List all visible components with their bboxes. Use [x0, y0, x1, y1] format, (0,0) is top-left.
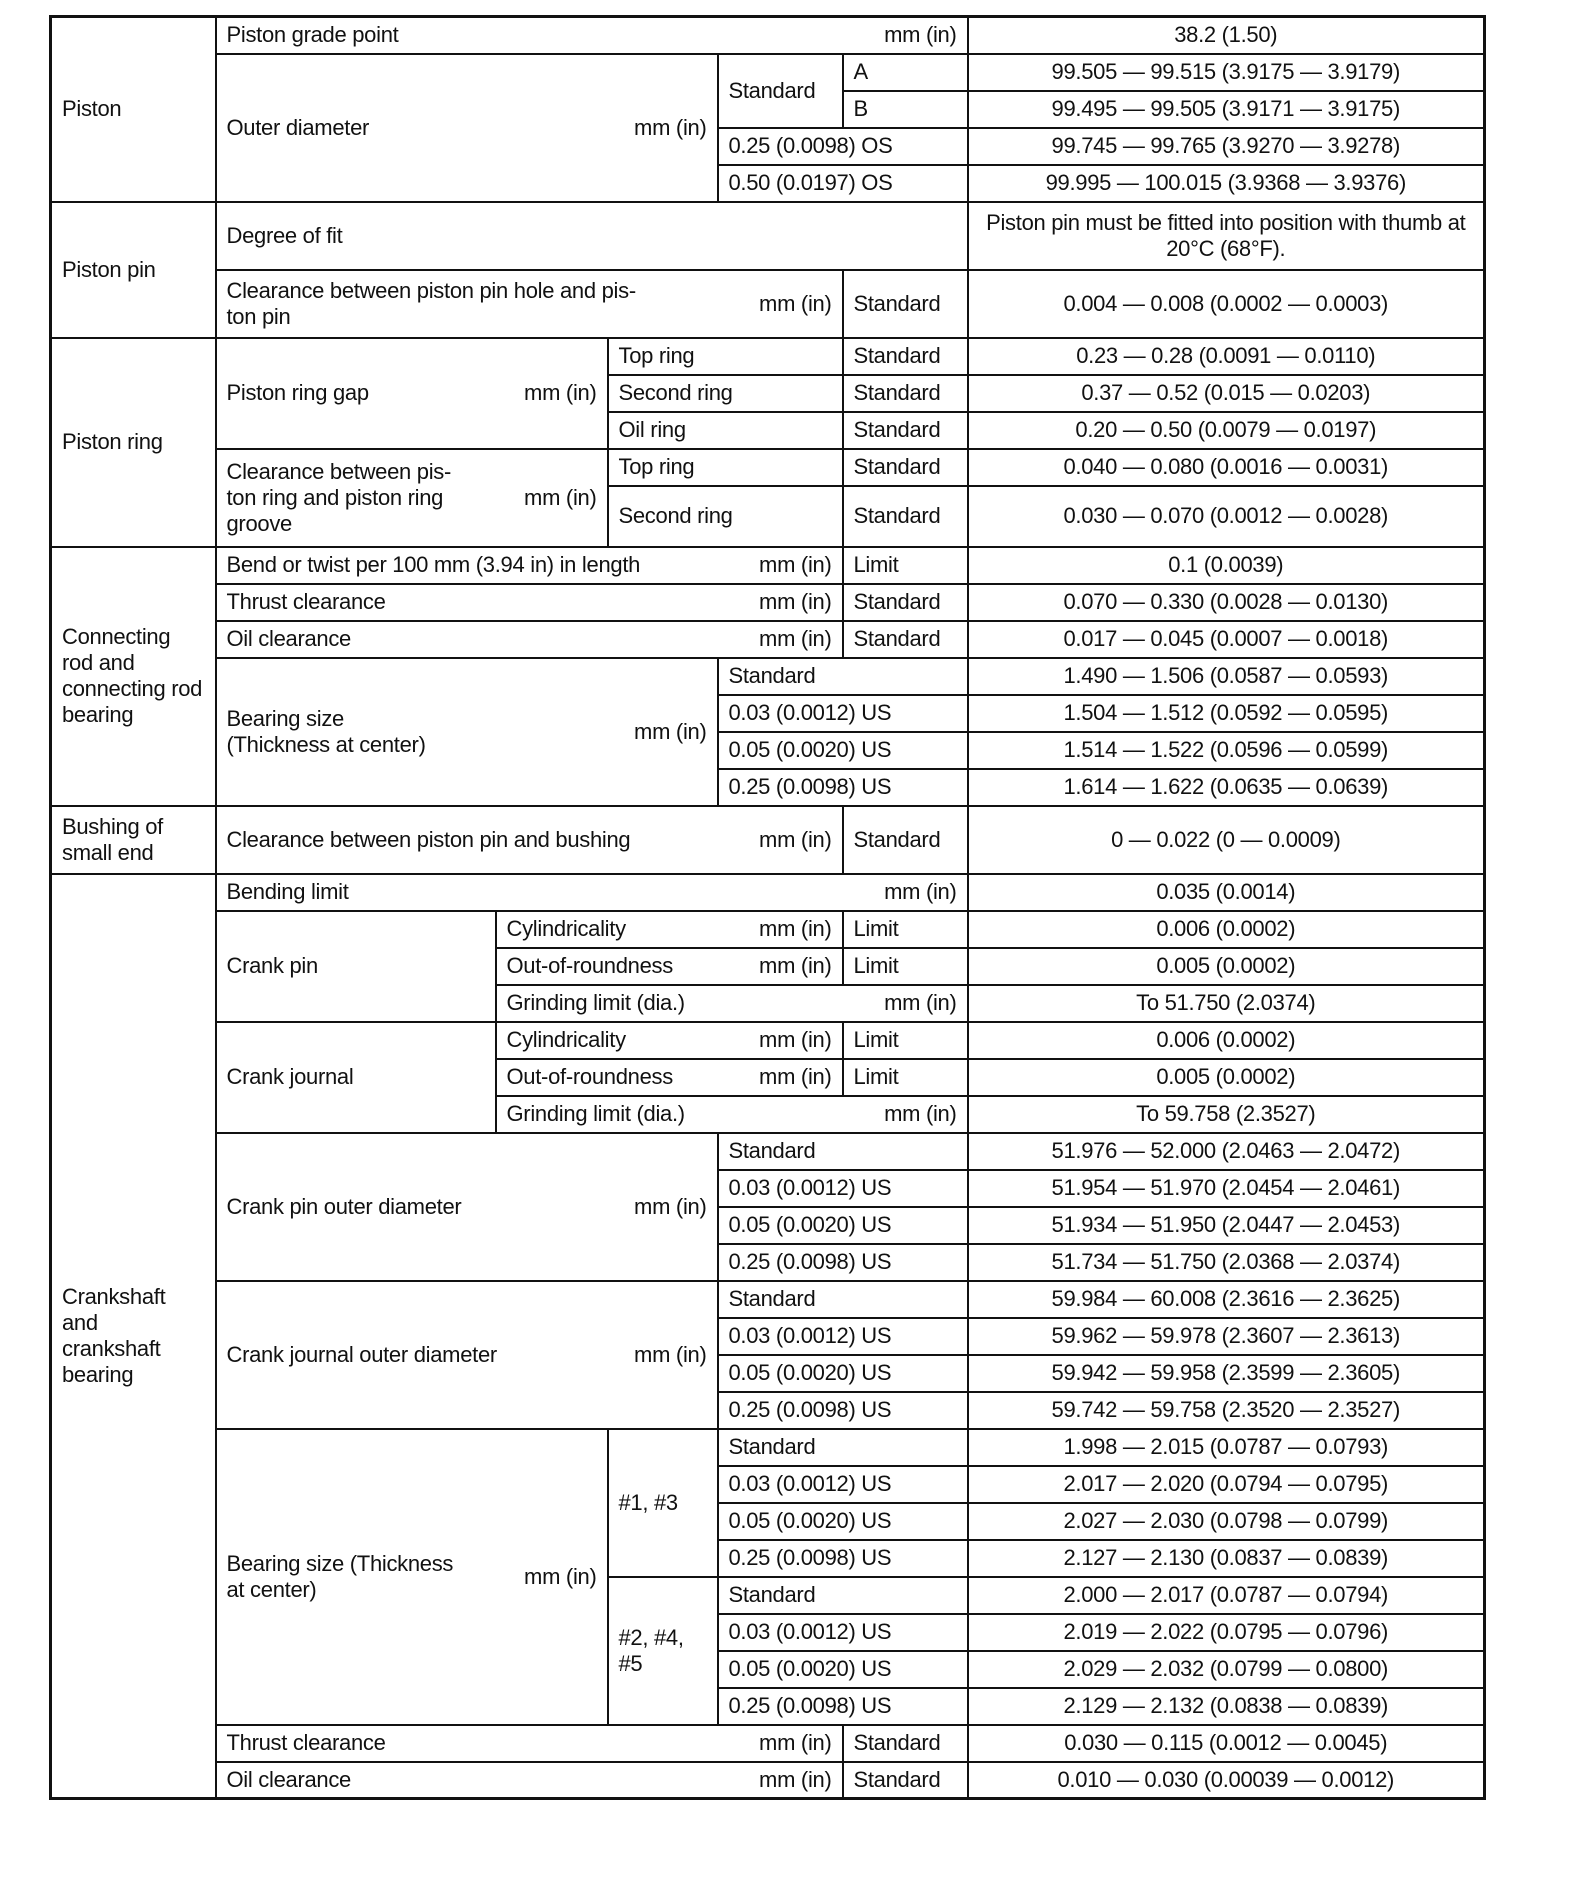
table-row: 0.03 (0.0012) US 2.019 — 2.022 (0.0795 — 0.0796) [51, 1614, 1485, 1651]
table-row: 0.05 (0.0020) US 59.942 — 59.958 (2.3599 — 2.3605) [51, 1355, 1485, 1392]
table-row: Oil clearance mm (in) Standard 0.017 — 0.045 (0.0007 — 0.0018) [51, 621, 1485, 658]
table-row: 0.25 (0.0098) US 59.742 — 59.758 (2.3520 — 2.3527) [51, 1392, 1485, 1429]
table-row: 0.25 (0.0098) OS 99.745 — 99.765 (3.9270 — 3.9278) [51, 128, 1485, 165]
table-row: 0.25 (0.0098) US 2.129 — 2.132 (0.0838 — 0.0839) [51, 1688, 1485, 1725]
table-row: B 99.495 — 99.505 (3.9171 — 3.9175) [51, 91, 1485, 128]
table-row: 0.03 (0.0012) US 51.954 — 51.970 (2.0454 — 2.0461) [51, 1170, 1485, 1207]
group-piston-pin: Piston pin [51, 202, 216, 338]
table-row: 0.05 (0.0020) US 51.934 — 51.950 (2.0447 — 2.0453) [51, 1207, 1485, 1244]
table-row: Clearance between piston pin hole and pis-ton pin mm (in) Standard 0.004 — 0.008 (0.0002 — 0.0003) [51, 270, 1485, 338]
table-row: Clearance between pis-ton ring and piston ring groove mm (in) Top ring Standard 0.040 — 0.080 (0.0016 — 0.0031) [51, 449, 1485, 486]
table-row: Outer diameter mm (in) Standard A 99.505 — 99.515 (3.9175 — 3.9179) [51, 54, 1485, 91]
table-row: 0.25 (0.0098) US 2.127 — 2.130 (0.0837 — 0.0839) [51, 1540, 1485, 1577]
spec-table [49, 15, 1486, 1800]
table-row: Out-of-roundness mm (in) Limit 0.005 (0.0002) [51, 1059, 1485, 1096]
table-row: Grinding limit (dia.) mm (in) To 51.750 (2.0374) [51, 985, 1485, 1022]
table-row: 0.05 (0.0020) US 2.029 — 2.032 (0.0799 — 0.0800) [51, 1651, 1485, 1688]
spec-label: Piston grade point mm (in) [226, 22, 957, 48]
table-row: 0.25 (0.0098) US 1.614 — 1.622 (0.0635 — 0.0639) [51, 769, 1485, 806]
table-row: Bearing size (Thickness at center) mm (in) #1, #3 Standard 1.998 — 2.015 (0.0787 — 0.0793) [51, 1429, 1485, 1466]
table-row: Crank pin outer diameter mm (in) Standard 51.976 — 52.000 (2.0463 — 2.0472) [51, 1133, 1485, 1170]
group-bushing: Bushing of small end [51, 806, 216, 874]
table-row: Connecting rod and connecting rod bearing Bend or twist per 100 mm (3.94 in) in length mm (in) Limit 0.1 (0.0039) [51, 547, 1485, 584]
table-row: Out-of-roundness mm (in) Limit 0.005 (0.0002) [51, 948, 1485, 985]
table-row: Oil ring Standard 0.20 — 0.50 (0.0079 — 0.0197) [51, 412, 1485, 449]
table-row: Bearing size (Thickness at center) mm (in) Standard 1.490 — 1.506 (0.0587 — 0.0593) [51, 658, 1485, 695]
table-row: Oil clearance mm (in) Standard 0.010 — 0.030 (0.00039 — 0.0012) [51, 1762, 1485, 1799]
table-row: Bushing of small end Clearance between piston pin and bushing mm (in) Standard 0 — 0.022 (0 — 0.0009) [51, 806, 1485, 874]
table-row: Piston pin Degree of fit Piston pin must be fitted into position with thumb at 20°C (68°F). [51, 202, 1485, 270]
table-row: Thrust clearance mm (in) Standard 0.030 — 0.115 (0.0012 — 0.0045) [51, 1725, 1485, 1762]
spec-label: Outer diameter mm (in) [226, 114, 707, 140]
group-piston: Piston [51, 17, 216, 202]
spec-value: 38.2 (1.50) [968, 17, 1485, 54]
table-row: 0.03 (0.0012) US 1.504 — 1.512 (0.0592 — 0.0595) [51, 695, 1485, 732]
table-row: Crank journal outer diameter mm (in) Standard 59.984 — 60.008 (2.3616 — 2.3625) [51, 1281, 1485, 1318]
table-row: #2, #4, #5 Standard 2.000 — 2.017 (0.0787 — 0.0794) [51, 1577, 1485, 1614]
table-row: Grinding limit (dia.) mm (in) To 59.758 (2.3527) [51, 1096, 1485, 1133]
table-row [51, 17, 1485, 54]
table-row: Piston ring Piston ring gap mm (in) Top ring Standard 0.23 — 0.28 (0.0091 — 0.0110) [51, 338, 1485, 375]
table-row: Crankshaft and crankshaft bearing Bending limit mm (in) 0.035 (0.0014) [51, 874, 1485, 911]
table-row: 0.25 (0.0098) US 51.734 — 51.750 (2.0368 — 2.0374) [51, 1244, 1485, 1281]
table-row: Crank pin Cylindricality mm (in) Limit 0.006 (0.0002) [51, 911, 1485, 948]
group-connecting-rod: Connecting rod and connecting rod bearing [51, 547, 216, 806]
table-row: 0.05 (0.0020) US 1.514 — 1.522 (0.0596 — 0.0599) [51, 732, 1485, 769]
table-row: 0.03 (0.0012) US 59.962 — 59.978 (2.3607 — 2.3613) [51, 1318, 1485, 1355]
table-row: 0.50 (0.0197) OS 99.995 — 100.015 (3.9368 — 3.9376) [51, 165, 1485, 202]
group-piston-ring: Piston ring [51, 338, 216, 547]
table-row: Thrust clearance mm (in) Standard 0.070 — 0.330 (0.0028 — 0.0130) [51, 584, 1485, 621]
table-row: 0.03 (0.0012) US 2.017 — 2.020 (0.0794 — 0.0795) [51, 1466, 1485, 1503]
table-row: 0.05 (0.0020) US 2.027 — 2.030 (0.0798 — 0.0799) [51, 1503, 1485, 1540]
table-row: Second ring Standard 0.37 — 0.52 (0.015 — 0.0203) [51, 375, 1485, 412]
group-crankshaft: Crankshaft and crankshaft bearing [51, 874, 216, 1799]
table-row: Second ring Standard 0.030 — 0.070 (0.0012 — 0.0028) [51, 486, 1485, 547]
table-row: Crank journal Cylindricality mm (in) Limit 0.006 (0.0002) [51, 1022, 1485, 1059]
